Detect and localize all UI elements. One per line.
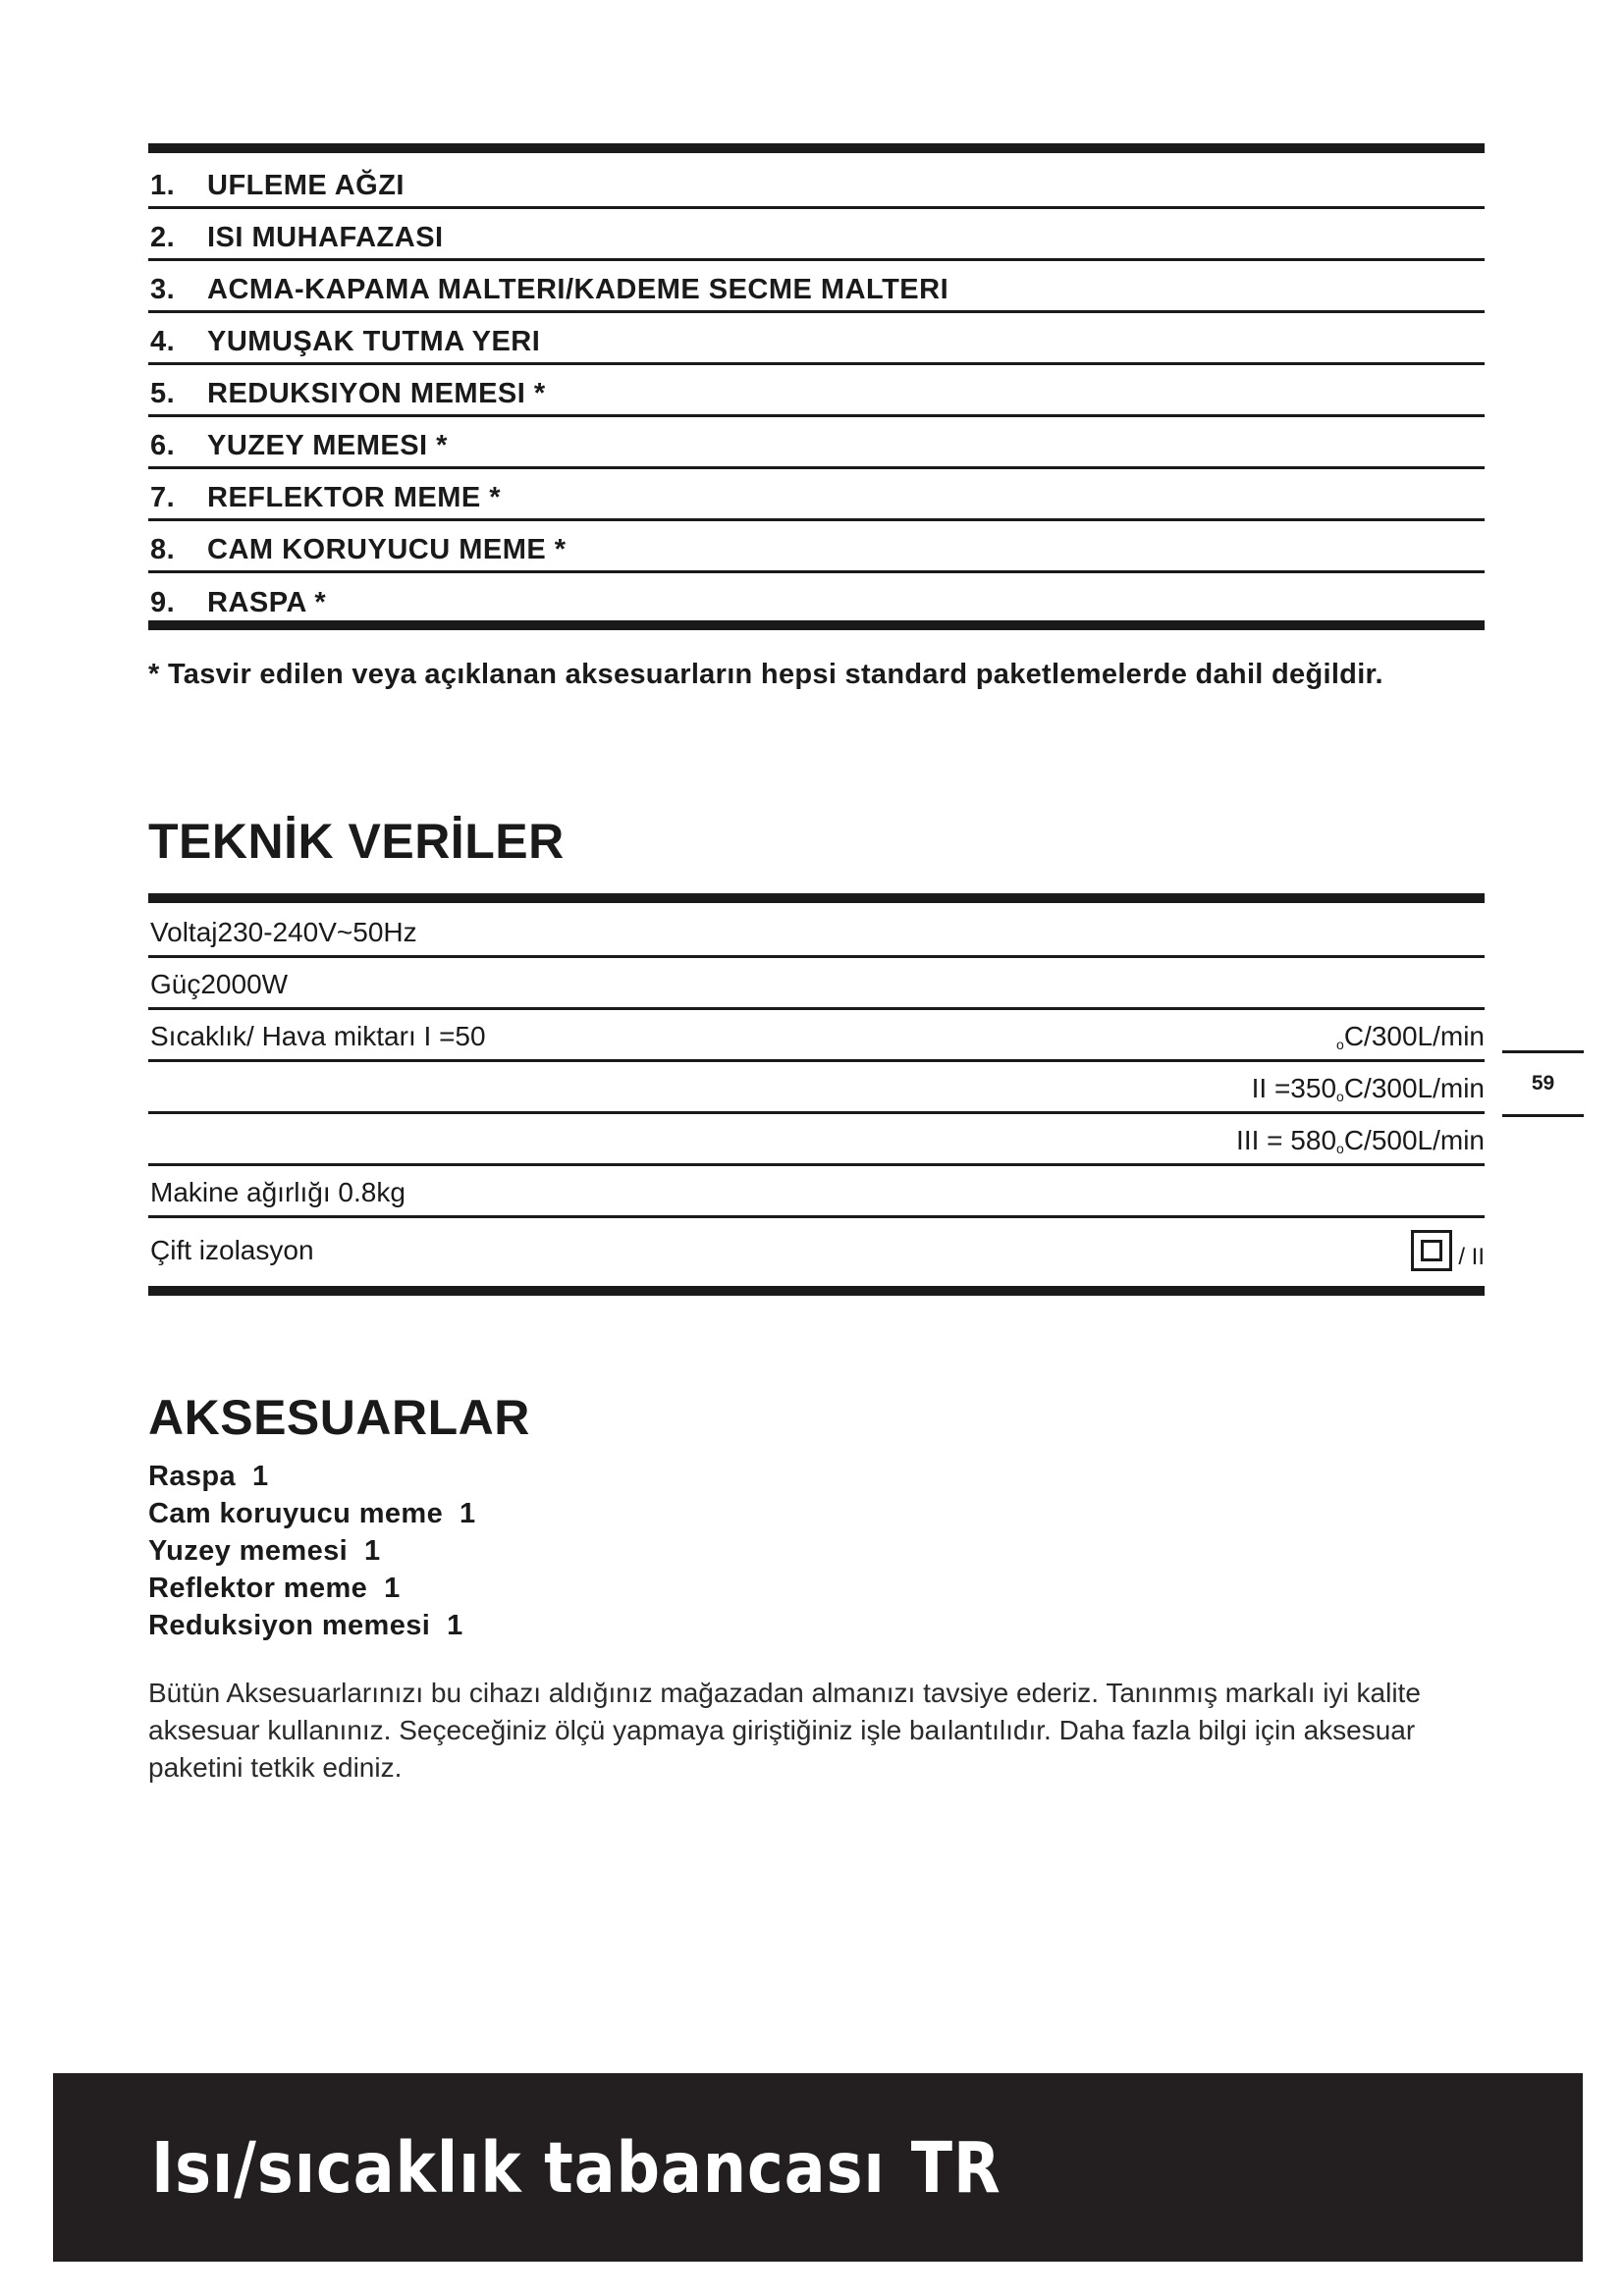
specs-bottom-rule <box>148 1286 1485 1296</box>
page-number: 59 <box>1502 1050 1584 1117</box>
degree-mark: o <box>1336 1089 1344 1104</box>
part-row <box>148 573 1485 625</box>
spec-row-temperature-2 <box>148 1062 1485 1114</box>
spec-row-insulation <box>148 1218 1485 1279</box>
temperature-level-1 <box>1336 1021 1485 1052</box>
footer-banner <box>53 2073 1583 2262</box>
part-row <box>148 157 1485 209</box>
temperature-unit-1: C/300L/min <box>1343 1021 1485 1051</box>
temperature-level-2 <box>1252 1073 1485 1104</box>
insulation-class <box>1411 1230 1485 1271</box>
accessories-heading: AKSESUARLAR <box>148 1390 530 1445</box>
temperature-label: Sıcaklık/ Hava miktarı I =50 <box>150 1021 486 1051</box>
product-name: Isı/sıcaklık tabancası <box>151 2126 886 2209</box>
parts-bottom-rule <box>148 620 1485 630</box>
accessory-item: Raspa 1 <box>148 1461 269 1492</box>
part-label: UFLEME AĞZI <box>207 169 405 201</box>
accessory-item: Reduksiyon memesi 1 <box>148 1610 463 1641</box>
accessories-list <box>148 1458 476 1644</box>
part-row <box>148 313 1485 365</box>
accessories-paragraph: Bütün Aksesuarlarınızı bu cihazı aldığınız mağazadan almanızı tavsiye ederiz. Tanınmış markalı iyi kalite aksesuar kullanınız. Seçeceğiniz ölçü yapmaya giriştiğiniz işle baılantılıdır. Daha fazla bilgi için aksesuar paketini tetkik ediniz. <box>148 1678 1421 1783</box>
spec-row-power <box>148 958 1485 1010</box>
voltage-value: Voltaj230-240V~50Hz <box>150 917 417 947</box>
part-label: RASPA * <box>207 587 327 618</box>
part-number: 3. <box>150 273 176 305</box>
part-number: 2. <box>150 221 176 253</box>
part-label: REDUKSIYON MEMESI * <box>207 377 546 409</box>
part-label: YUZEY MEMESI * <box>207 429 448 461</box>
accessory-item: Yuzey memesi 1 <box>148 1535 381 1567</box>
specs-table <box>148 906 1485 1279</box>
temperature-unit-2: C/300L/min <box>1343 1073 1485 1103</box>
accessories-footnote: * Tasvir edilen veya açıklanan aksesuarların hepsi standard paketlemelerde dahil değildir. <box>148 659 1383 690</box>
part-label: ISI MUHAFAZASI <box>207 221 444 253</box>
weight-value: Makine ağırlığı 0.8kg <box>150 1177 406 1207</box>
part-label: REFLEKTOR MEME * <box>207 481 502 513</box>
degree-mark: o <box>1336 1037 1344 1052</box>
temperature-value-3: III = 580 <box>1236 1125 1337 1155</box>
part-label: ACMA-KAPAMA MALTERI/KADEME SECME MALTERI <box>207 273 949 305</box>
part-number: 1. <box>150 169 176 201</box>
language-code: TR <box>910 2126 1001 2209</box>
part-number: 9. <box>150 587 176 618</box>
parts-top-rule <box>148 143 1485 153</box>
part-label: YUMUŞAK TUTMA YERI <box>207 325 541 357</box>
footer-title <box>151 2126 1001 2209</box>
insulation-class-text: / II <box>1458 1244 1485 1270</box>
part-number: 8. <box>150 533 176 565</box>
part-row <box>148 365 1485 417</box>
part-row <box>148 521 1485 573</box>
insulation-label: Çift izolasyon <box>150 1235 314 1265</box>
power-value: Güç2000W <box>150 969 289 999</box>
temperature-value-2: II =350 <box>1251 1073 1337 1103</box>
part-number: 7. <box>150 481 176 513</box>
temperature-level-3 <box>1236 1125 1485 1156</box>
part-number: 5. <box>150 377 176 409</box>
spec-row-voltage <box>148 906 1485 958</box>
part-row <box>148 417 1485 469</box>
double-insulation-icon <box>1411 1230 1452 1271</box>
degree-mark: o <box>1336 1141 1344 1156</box>
part-row <box>148 469 1485 521</box>
temperature-unit-3: C/500L/min <box>1343 1125 1485 1155</box>
part-row <box>148 209 1485 261</box>
spec-row-weight <box>148 1166 1485 1218</box>
part-label: CAM KORUYUCU MEME * <box>207 533 567 565</box>
part-number: 6. <box>150 429 176 461</box>
parts-list <box>148 157 1485 625</box>
spec-row-temperature-3 <box>148 1114 1485 1166</box>
part-number: 4. <box>150 325 176 357</box>
technical-heading: TEKNİK VERİLER <box>148 814 565 869</box>
specs-top-rule <box>148 893 1485 903</box>
accessory-item: Cam koruyucu meme 1 <box>148 1498 476 1529</box>
spec-row-temperature <box>148 1010 1485 1062</box>
part-row <box>148 261 1485 313</box>
accessory-item: Reflektor meme 1 <box>148 1573 401 1604</box>
